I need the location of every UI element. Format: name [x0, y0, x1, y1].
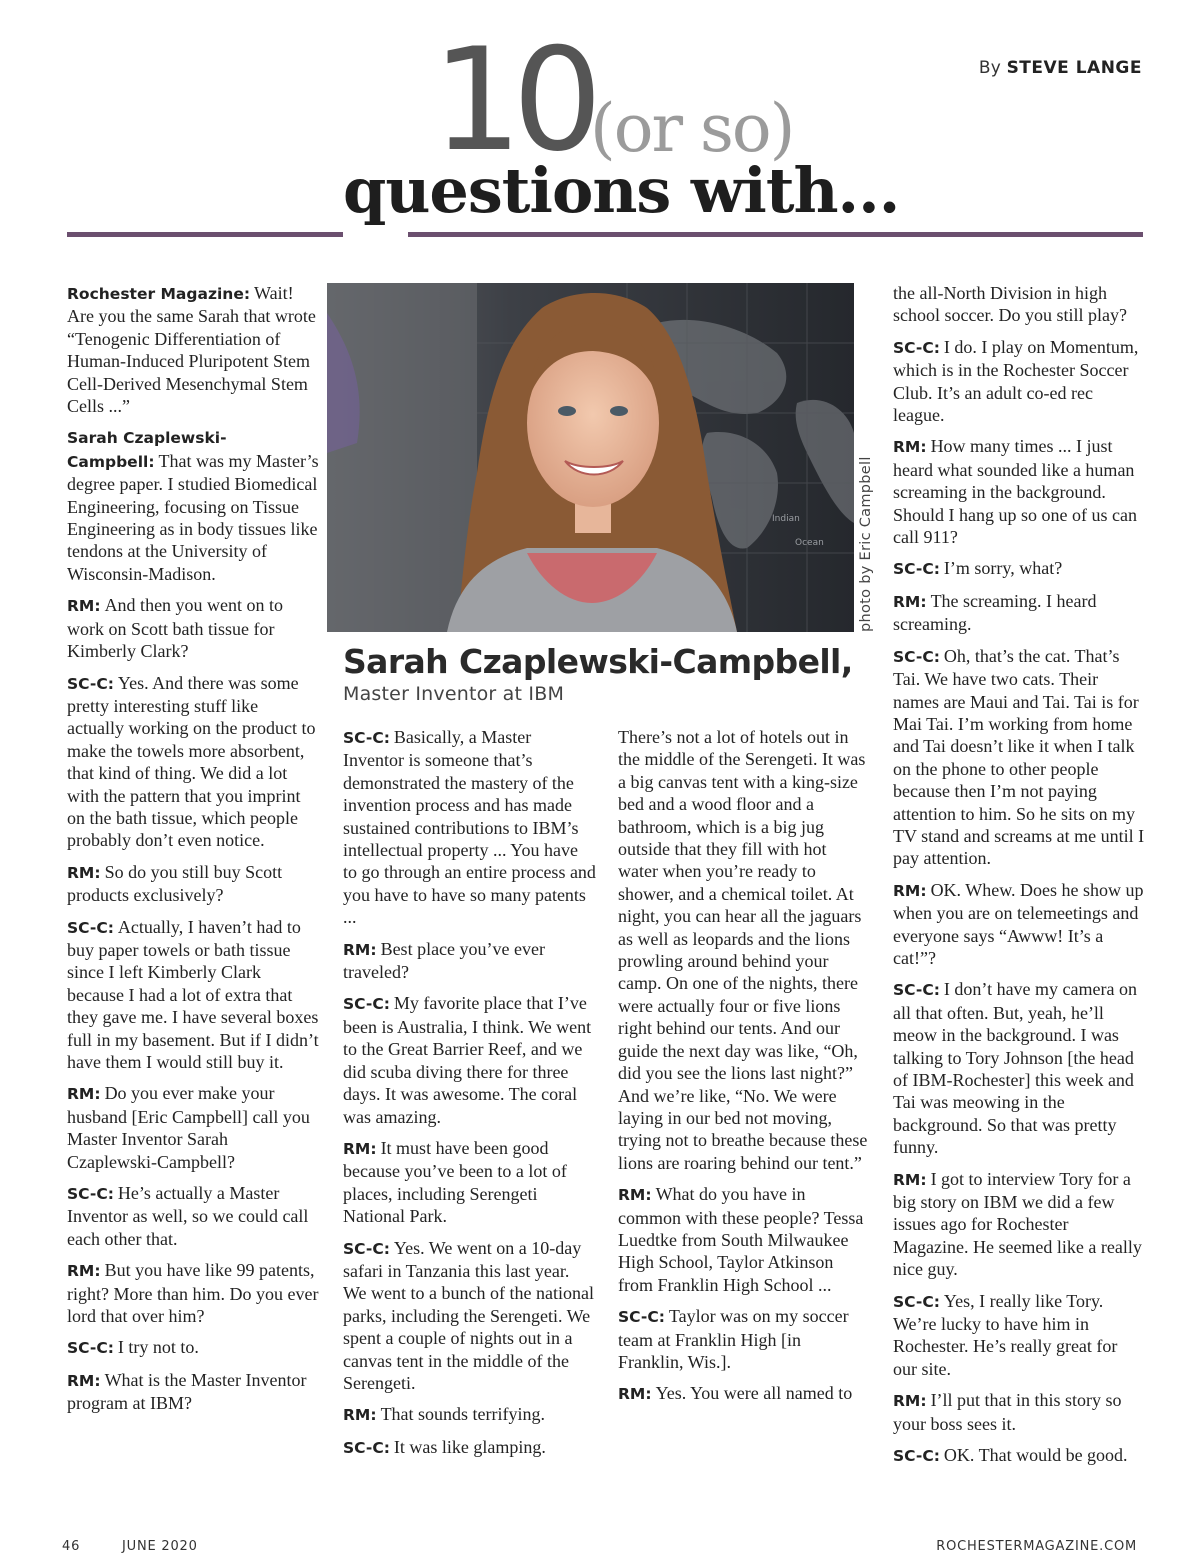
interview-paragraph [618, 1382, 870, 1405]
paragraph-text: What do you have in common with these people? Tessa Luedtke from South Milwaukee High School, Taylor Atkinson from Franklin High School ... [618, 1184, 864, 1295]
paragraph-text: Actually, I haven’t had to buy paper towels or bath tissue since I left Kimberly Clark because I had a lot of extra that they gave me. I have several boxes full in my basement. But if I didn’t have them I would still buy it. [67, 916, 319, 1072]
speaker-label: SC-C: [67, 674, 114, 693]
interview-paragraph [67, 282, 319, 417]
speaker-label: Sarah Czaplewski-Campbell: [67, 429, 227, 471]
paragraph-text: I do. I play on Momentum, which is in the Rochester Soccer Club. It’s an adult co-ed rec league. [893, 336, 1139, 426]
paragraph-text: Yes, I really like Tory. We’re lucky to have him in Rochester. He’s really great for our site. [893, 1290, 1118, 1379]
speaker-label: SC-C: [893, 338, 940, 357]
interview-paragraph [893, 557, 1145, 580]
paragraph-text: I don’t have my camera on all that often. But, yeah, he’ll meow in the background. I was talking to Tory Johnson [the head of IBM-Rochester] this week and Tai was meowing in the background. So that was pretty funny. [893, 979, 1138, 1158]
paragraph-text: OK. Whew. Does he show up when you are on telemeetings and everyone says “Awww! It’s a cat!”? [893, 879, 1144, 968]
interview-paragraph [67, 1182, 319, 1250]
paragraph-text: I’m sorry, what? [943, 558, 1063, 579]
speaker-label: RM: [893, 1170, 927, 1189]
interview-paragraph [893, 1168, 1145, 1281]
paragraph-text: That sounds terrifying. [380, 1404, 546, 1425]
speaker-label: RM: [343, 1139, 377, 1158]
interview-paragraph [618, 1305, 870, 1373]
article-column-2 [343, 726, 596, 1468]
interview-paragraph [893, 645, 1145, 870]
paragraph-text: What is the Master Inventor program at IBM? [67, 1369, 307, 1414]
interview-paragraph [67, 861, 319, 907]
speaker-label: RM: [67, 1262, 101, 1281]
interview-paragraph [343, 1403, 596, 1426]
map-label-2: Ocean [795, 538, 824, 548]
footer-issue: JUNE 2020 [122, 1539, 198, 1554]
paragraph-text: Oh, that’s the cat. That’s Tai. We have two cats. Their names are Maui and Tai. Tai is for Mai Tai. I’m working from home and Tai doesn’t like it when I talk on the phone to other people because then I’m not paying attention to him. So he sits on my TV stand and screams at me until I pay attention. [893, 645, 1145, 869]
paragraph-text: How many times ... I just heard what sounded like a human screaming in the background. Should I hang up so one of us can call 911? [893, 436, 1137, 548]
speaker-label: SC-C: [67, 1339, 114, 1358]
interview-paragraph [343, 726, 596, 929]
speaker-label: RM: [67, 1371, 101, 1390]
speaker-label: SC-C: [67, 918, 114, 937]
photo-credit: photo by Eric Campbell [858, 456, 874, 632]
paragraph-text: It must have been good because you’ve been to a lot of places, including Serengeti National Park. [343, 1137, 567, 1227]
speaker-label: RM: [618, 1385, 652, 1404]
interview-paragraph [893, 282, 1145, 327]
interview-paragraph [343, 1436, 596, 1459]
speaker-label: RM: [893, 881, 927, 900]
paragraph-text: And then you went on to work on Scott bath tissue for Kimberly Clark? [67, 595, 284, 662]
portrait-photo [327, 283, 854, 632]
interview-paragraph [67, 1369, 319, 1415]
speaker-label: SC-C: [893, 1292, 940, 1311]
paragraph-text: My favorite place that I’ve been is Australia, I think. We went to the Great Barrier Reef, and we did scuba diving there for three days. It was awesome. The coral was amazing. [343, 993, 592, 1127]
speaker-label: RM: [893, 592, 927, 611]
paragraph-text: So do you still buy Scott products exclusively? [67, 861, 283, 906]
interview-paragraph [893, 435, 1145, 548]
speaker-label: SC-C: [343, 995, 390, 1014]
paragraph-text: There’s not a lot of hotels out in the middle of the Serengeti. It was a big canvas tent with a king-size bed and a wood floor and a bathroom, which is a big jug outside that they fill with hot water when you’re ready to shower, and a chemical toilet. At night, you can hear all the jaguars as well as leopards and the lions prowling around behind your camp. On one of the nights, there were actually four or five lions right behind our tents. And our guide the next day was like, “Oh, did you see the lions last night?” And we’re like, “No. We were laying in our bed not moving, trying not to breathe because these lions are roaring behind our tent.” [618, 727, 868, 1173]
speaker-label: RM: [893, 1392, 927, 1411]
headline-rule-right [408, 232, 1143, 237]
speaker-label: SC-C: [618, 1308, 665, 1327]
interview-paragraph [67, 672, 319, 852]
paragraph-text: Best place you’ve ever traveled? [343, 938, 545, 983]
paragraph-text: Yes. You were all named to [655, 1383, 853, 1404]
byline-prefix: By [978, 58, 1001, 78]
speaker-label: SC-C: [343, 1239, 390, 1258]
speaker-label: SC-C: [893, 1447, 940, 1466]
interview-paragraph [893, 1444, 1145, 1467]
interview-paragraph [618, 1183, 870, 1296]
interview-paragraph [893, 879, 1145, 970]
paragraph-text: He’s actually a Master Inventor as well, so we could call each other that. [67, 1183, 309, 1249]
interview-paragraph [67, 1259, 319, 1327]
subject-title: Master Inventor at IBM [343, 683, 565, 705]
map-label-1: Indian [772, 514, 800, 524]
byline [979, 58, 1142, 78]
paragraph-text: The screaming. I heard screaming. [893, 590, 1097, 635]
portrait-illustration [327, 283, 854, 632]
paragraph-text: I’ll put that in this story so your boss sees it. [893, 1390, 1122, 1434]
interview-paragraph [343, 1137, 596, 1228]
speaker-label: RM: [67, 1085, 101, 1104]
paragraph-text: It was like glamping. [393, 1436, 546, 1457]
speaker-label: SC-C: [343, 729, 390, 747]
byline-author: STEVE LANGE [1006, 58, 1142, 78]
footer-site: ROCHESTERMAGAZINE.COM [936, 1539, 1137, 1554]
speaker-label: SC-C: [893, 981, 940, 1000]
speaker-label: SC-C: [67, 1185, 114, 1204]
interview-paragraph [893, 590, 1145, 636]
interview-paragraph [893, 1389, 1145, 1435]
article-column-1 [67, 282, 319, 1424]
paragraph-text: Yes. We went on a 10-day safari in Tanzania this last year. We went to a bunch of the national parks, including the Serengeti. We spent a couple of nights out in a canvas tent in the middle of the Serengeti. [343, 1237, 594, 1393]
speaker-label: RM: [343, 940, 377, 959]
speaker-label: SC-C: [343, 1438, 390, 1457]
paragraph-text: Wait! Are you the same Sarah that wrote “Tenogenic Differentiation of Human-Induced Pluripotent Stem Cell-Derived Mesenchymal Stem Cells ...” [67, 283, 316, 417]
paragraph-text: Taylor was on my soccer team at Franklin High [in Franklin, Wis.]. [618, 1306, 849, 1372]
headline-main: questions with... [343, 154, 900, 227]
headline-aside: (or so) [590, 90, 794, 167]
interview-paragraph [893, 978, 1145, 1158]
paragraph-text: But you have like 99 patents, right? More than him. Do you ever lord that over him? [67, 1260, 319, 1327]
paragraph-text: the all-North Division in high school soccer. Do you still play? [893, 283, 1127, 326]
speaker-label: RM: [67, 597, 101, 616]
article-column-3 [618, 726, 870, 1415]
paragraph-text: I got to interview Tory for a big story on IBM we did a few issues ago for Rochester Magazine. He seemed like a really nice guy. [893, 1168, 1142, 1280]
interview-paragraph [67, 916, 319, 1074]
interview-paragraph [893, 1290, 1145, 1381]
paragraph-text: Do you ever make your husband [Eric Campbell] call you Master Inventor Sarah Czaplewski-Campbell? [67, 1083, 310, 1172]
paragraph-text: I try not to. [117, 1337, 199, 1358]
interview-paragraph [67, 1082, 319, 1173]
interview-paragraph [343, 1237, 596, 1395]
headline-rule-left [67, 232, 343, 237]
article-column-4 [893, 282, 1145, 1477]
interview-paragraph [343, 992, 596, 1127]
speaker-label: RM: [893, 438, 927, 457]
speaker-label: Rochester Magazine: [67, 285, 251, 303]
paragraph-text: That was my Master’s degree paper. I studied Biomedical Engineering, focusing on Tissue Engineering as in body tissues like tendons at the University of Wisconsin-Madison. [67, 450, 319, 584]
paragraph-text: Yes. And there was some pretty interesting stuff like actually working on the product to make the towels more absorbent, that kind of thing. We did a lot with the pattern that you imprint on the bath tissue, which people probably don’t even notice. [67, 672, 316, 851]
footer-page-number: 46 [62, 1539, 81, 1554]
interview-paragraph [343, 938, 596, 984]
speaker-label: SC-C: [893, 560, 940, 579]
interview-paragraph [67, 426, 319, 585]
interview-paragraph [893, 336, 1145, 427]
speaker-label: RM: [618, 1186, 652, 1205]
subject-name: Sarah Czaplewski-Campbell, [343, 642, 853, 681]
headline-number: 10 [432, 18, 593, 183]
interview-paragraph [67, 1336, 319, 1359]
interview-paragraph [618, 726, 870, 1174]
interview-paragraph [67, 594, 319, 662]
speaker-label: RM: [67, 863, 101, 882]
speaker-label: SC-C: [893, 647, 940, 666]
speaker-label: RM: [343, 1406, 377, 1425]
paragraph-text: OK. That would be good. [943, 1445, 1128, 1466]
paragraph-text: Basically, a Master Inventor is someone that’s demonstrated the mastery of the invention process and has made sustained contributions to IBM’s intellectual property ... You have to go through an entire process and you have to have so many patents ... [343, 727, 596, 928]
